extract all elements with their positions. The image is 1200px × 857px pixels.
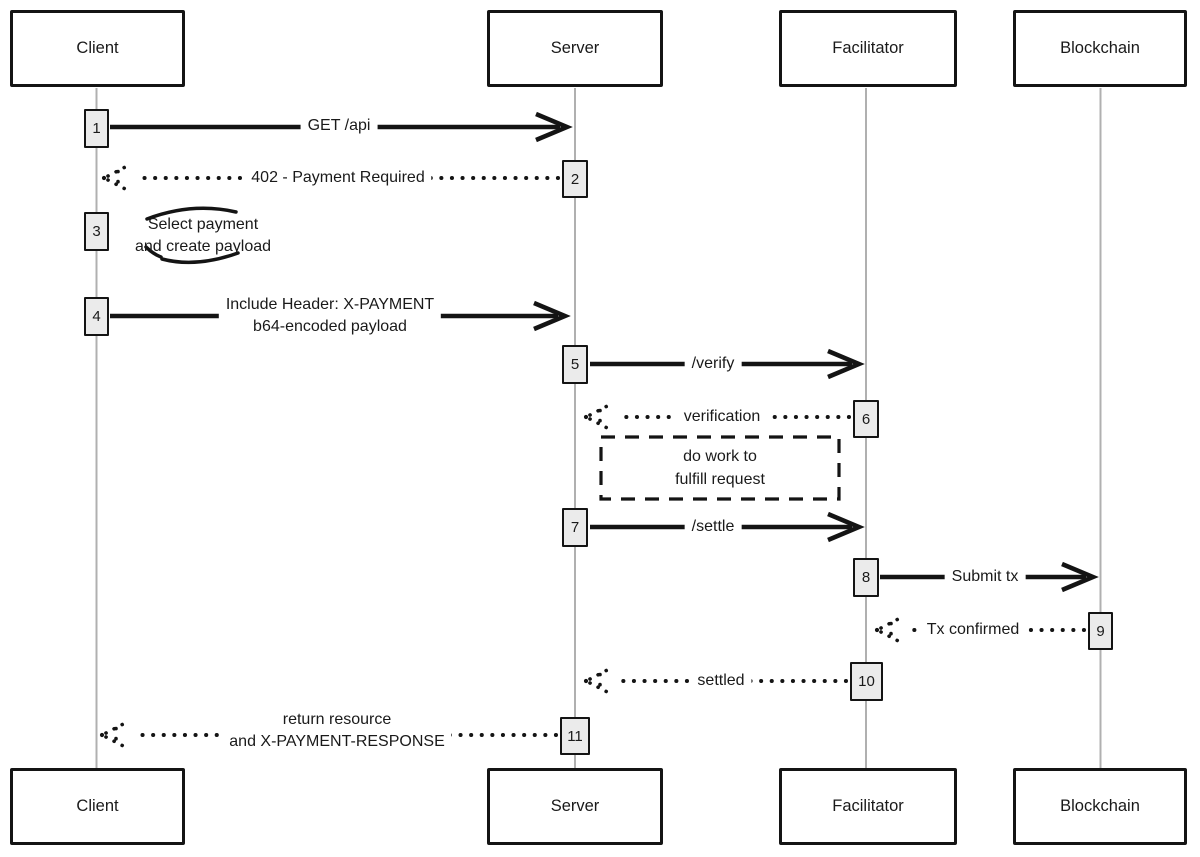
label-settled: settled <box>690 669 751 693</box>
actor-top-client <box>10 10 185 87</box>
step-number: 7 <box>570 519 580 536</box>
activation-step-1 <box>84 109 109 148</box>
actor-label: Client <box>76 39 119 57</box>
label-line-2: b64-encoded payload <box>253 318 407 335</box>
label-include-header <box>219 293 441 339</box>
activation-step-6 <box>853 400 879 438</box>
step-number: 1 <box>92 120 101 137</box>
actor-top-blockchain <box>1013 10 1187 87</box>
activation-step-11 <box>560 717 590 755</box>
step-number: 8 <box>861 569 871 586</box>
label-line-2: and create payload <box>134 238 272 255</box>
step-number: 5 <box>570 356 580 373</box>
activation-step-8 <box>853 558 879 597</box>
label-settle: /settle <box>685 515 742 539</box>
actor-bottom-server <box>487 768 663 845</box>
actor-label: Server <box>550 797 600 815</box>
actor-top-server <box>487 10 663 87</box>
label-line-1: Include Header: X-PAYMENT <box>225 295 435 313</box>
label-tx-confirmed: Tx confirmed <box>920 618 1026 642</box>
label-return-resource <box>222 708 451 754</box>
step-number: 4 <box>92 308 101 325</box>
actor-label: Server <box>550 39 600 57</box>
activation-step-2 <box>562 160 588 198</box>
step-number: 11 <box>567 727 583 745</box>
activation-step-4 <box>84 297 109 336</box>
label-verify: /verify <box>685 352 742 376</box>
actor-label: Blockchain <box>1060 39 1140 57</box>
actor-bottom-facilitator <box>779 768 957 845</box>
label-402-payment-required: 402 - Payment Required <box>244 166 431 190</box>
step-number: 6 <box>861 410 871 428</box>
step-number: 10 <box>858 673 875 690</box>
activation-step-7 <box>562 508 588 547</box>
label-get-api: GET /api <box>301 114 378 138</box>
note-line-2: fulfill request <box>675 471 765 488</box>
label-line-2: and X-PAYMENT-RESPONSE <box>229 733 445 750</box>
step-number: 2 <box>570 170 580 188</box>
activation-step-5 <box>562 345 588 384</box>
label-verification: verification <box>677 405 767 429</box>
activation-step-3 <box>84 212 109 251</box>
label-submit-tx: Submit tx <box>945 565 1026 589</box>
step-number: 9 <box>1096 622 1105 640</box>
actor-label: Blockchain <box>1060 797 1140 815</box>
actor-label: Facilitator <box>832 797 904 815</box>
actor-top-facilitator <box>779 10 957 87</box>
label-line-1: return resource <box>282 710 392 728</box>
actor-label: Client <box>76 797 119 815</box>
actor-bottom-client <box>10 768 185 845</box>
label-line-1: Select payment <box>147 215 259 233</box>
note-line-1: do work to <box>683 447 757 465</box>
note-do-work <box>675 445 765 491</box>
activation-step-10 <box>850 662 883 701</box>
activation-step-9 <box>1088 612 1113 650</box>
step-number: 3 <box>92 223 101 240</box>
actor-label: Facilitator <box>832 39 904 57</box>
actor-bottom-blockchain <box>1013 768 1187 845</box>
label-select-payment <box>128 213 278 259</box>
